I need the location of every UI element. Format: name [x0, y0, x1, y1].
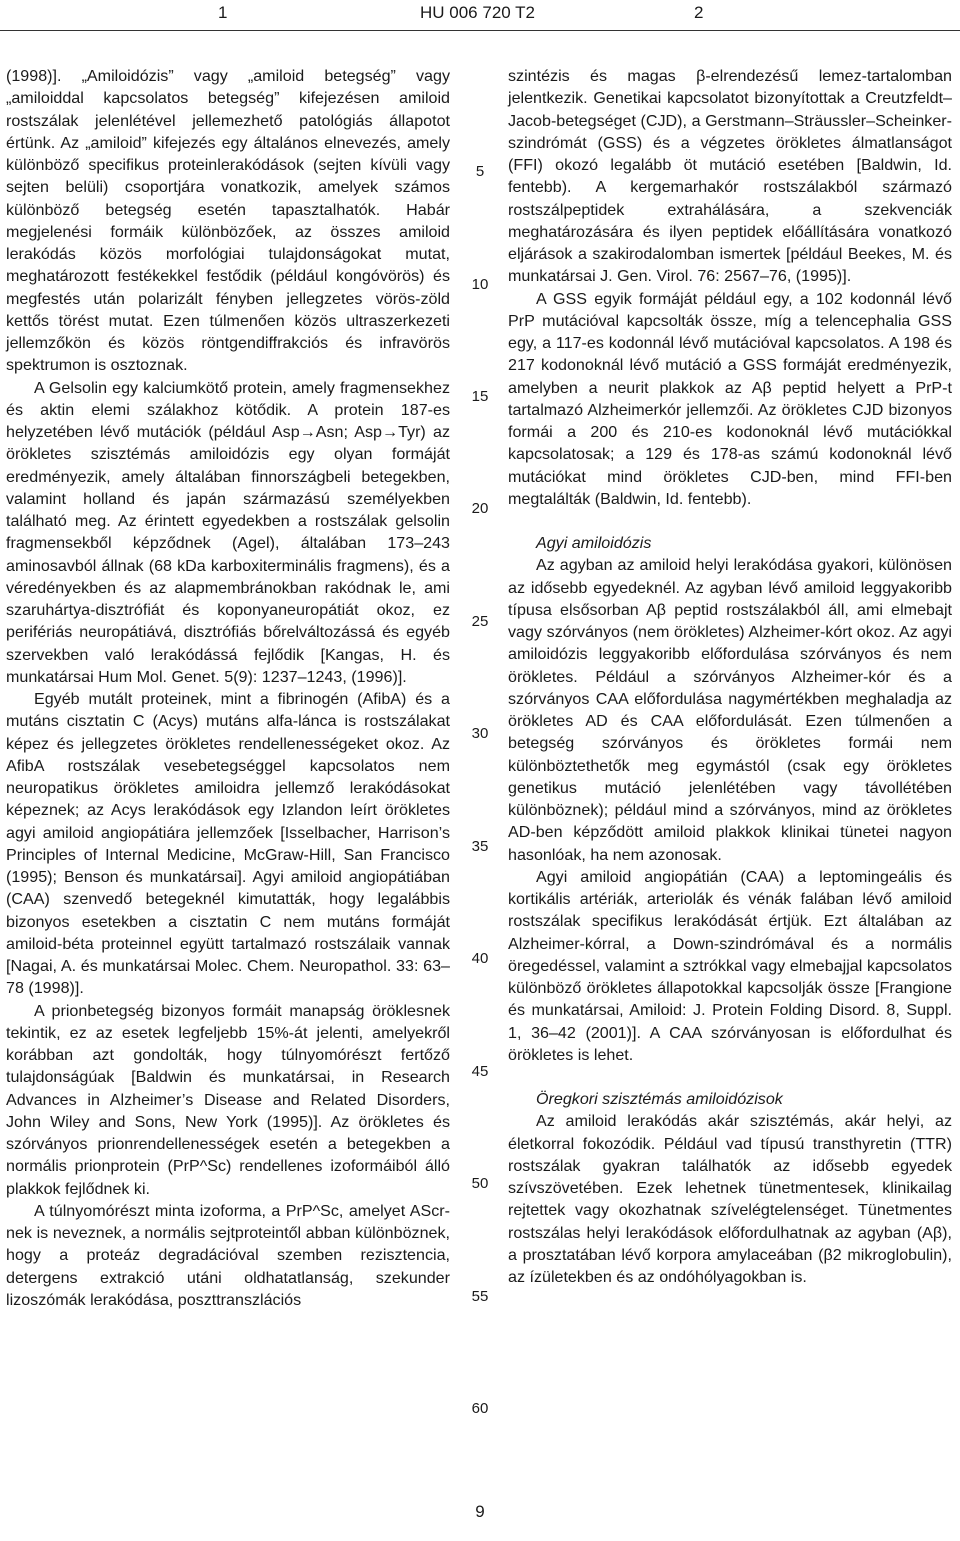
right-paragraph-1: szintézis és magas β-elrendezésű lemez-tartalomban jelentkezik. Genetikai kapcsolatot bizonyítottak a Creutzfeldt–Jacob-betegséget (CJD), a Gerstmann–Sträussler–Scheinker-szindrómát (GSS) és a végzetes örökletes álmatlanságot (FFI) okozó legalább öt mutáció esetében [Baldwin, Id. fentebb). A kergemarhakór rostszálakból származó rostszálpeptidek extrahálására, a szekvenciák meghatározására és ilyen peptidek előállítására vonatkozó eljárások a szakirodalomban ismertek [például Beekes, M. és munkatársai J. Gen. Virol. 76: 2567–76, (1995)]. — [508, 67, 952, 286]
line-number: 5 — [475, 163, 485, 180]
line-number: 20 — [471, 500, 489, 517]
right-paragraph-2: A GSS egyik formáját például egy, a 102 kodonnál lévő PrP mutációval kapcsolták össze, míg a telencephalia GSS egy, a 117-es kodonnál lévő mutációval kapcsolatos. A 198 és 217 kodonoknál lévő mutáció a GSS formáját eredményezik, amelyben a neurit plakkok az Aβ peptid helyett a PrP-t tartalmazó Alzheimerkór jellemzői. Az örökletes CJD bizonyos formái a 200 és 210-es kodonoknál lévő mutációkkal kapcsolatosak; a 129 és 178-as számú kodonoknál lévő mutációkat mind örökletes CJD-ben, mind FFI-ben megtalálták (Baldwin, Id. fentebb). — [508, 289, 952, 508]
line-number: 15 — [471, 388, 489, 405]
page-number: 9 — [475, 1502, 485, 1521]
right-column — [508, 65, 952, 1288]
header-left-number: 1 — [218, 3, 228, 22]
line-number: 55 — [471, 1288, 489, 1305]
patent-number: HU 006 720 T2 — [420, 3, 535, 22]
left-paragraph-2: A Gelsolin egy kalciumkötő protein, amely fragmensekhez és aktin elemi szálakhoz kötődik. A protein 187-es helyzetében lévő mutációk (például Asp→Asn; Asp→Tyr) az örökletes szisztémás amiloidózis egy olyan formáját eredményezik, amely általában finnországbeli betegekben, valamint holland és japán származású személyekben található meg. Az érintett egyedekben a rostszálak gelsolin fragmensekből képződnek (Agel), általában 173–243 aminosavból állnak (68 kDa karboxiterminális fragmens), és a véredényekben és az alapmembránokban rakódnak le, ami szaruhártya-disztrófiát és koponyaneuropátiát okoz, ez perifériás neuropátiává, disztrófiás bőrelváltozássá és egyéb szervekben való lerakódássá fejlődik [Kangas, H. és munkatársai Hum Mol. Genet. 5(9): 1237–1243, (1996)]. — [6, 378, 450, 686]
line-number: 40 — [471, 950, 489, 967]
line-number: 10 — [471, 276, 489, 293]
agyi-paragraph-1: Az agyban az amiloid helyi lerakódása gyakori, különösen az idősebb egyedeknél. Az agyban lévő amiloid leggyakoribb típusa elsősorban Aβ peptid rostszálakból áll, ami elmebajt vagy szórványos (nem örökletes) Alzheimer-kórt okoz. Az agyi amiloidózis leggyakoribb előfordulása szórványos és nem örökletes. Például a szórványos Alzheimer-kór és a szórványos CAA előfordulása nagymértékben meghaladja az örökletes AD és CAA előfordulását. Ezen túlmenően a betegség szórványos és örökletes formái nem különböztethetők meg egymástól (csak egy örökletes genetikus mutáció jelenlétében vagy távollétében különböznek); például mind a szórványos, mind az örökletes AD-ben képződött amiloid plakkok klinikai tünetei nagyon hasonlóak, ha nem azonosak. — [508, 556, 952, 864]
left-column — [6, 65, 450, 1311]
header-rule — [0, 30, 960, 31]
agyi-paragraph-2: Agyi amiloid angiopátián (CAA) a leptomingeális és kortikális artériák, arteriolák és vénák falában lévő amiloid rostszálak specifikus lerakódását értjük. Ezt általában az Alzheimer-kórral, a Down-szindrómával és a normális öregedéssel, valamint a sztrókkal vagy elmebajjal kapcsolatos különböző örökletes állapotokkal kapcsolják össze [Frangione és munkatársai, Amiloid: J. Protein Folding Disord. 8, Suppl. 1, 36–42 (2001)]. A CAA szórványosan is előfordulhat és örökletes is lehet. — [508, 867, 952, 1064]
page-header — [0, 0, 960, 30]
header-right-number: 2 — [694, 3, 704, 22]
left-paragraph-4: A prionbetegség bizonyos formáit manapság öröklesnek tekintik, ez az esetek legfeljebb 15%-át jelenti, amelyekről korábban azt gondolták, hogy túlnyomórészt fertőző tulajdonságúak [Baldwin és munkatársai, in Research Advances in Alzheimer’s Disease and Related Disorders, John Wiley and Sons, New York (1995)]. Az örökletes és szórványos prionrendellenességek esetén a betegekben a normális prionprotein (PrP^Sc) rendellenes izoformáiból álló plakkok fejlődnek ki. — [6, 1001, 450, 1198]
line-number: 35 — [471, 838, 489, 855]
line-number: 30 — [471, 725, 489, 742]
left-paragraph-1: (1998)]. „Amiloidózis” vagy „amiloid betegség” vagy „amiloiddal kapcsolatos betegség” kifejezésen amiloid rostszálak jelenlétével jellemezhető patológiás állapotot értünk. Az „amiloid” kifejezés egy általános elnevezés, amely különböző specifikus proteinlerakódások (sejten kívüli vagy sejten belüli) csoportjára vonatkozik, amelyek számos különböző betegség esetén tapasztalhatók. Habár megjelenési formáik különbözőek, az összes amiloid lerakódás közös morfológiai tulajdonságokat mutat, meghatározott festékekkel festődik (például kongóvörös) és megfestés után polarizált fényben jellegzetes vörös-zöld kettős törést mutat. Ezen túlmenően közös ultraszerkezeti jellemzőkön és közös röntgendiffrakciós és infravörös spektrumon is osztoznak. — [6, 67, 450, 375]
line-number: 25 — [471, 613, 489, 630]
left-paragraph-3: Egyéb mutált proteinek, mint a fibrinogén (AfibA) és a mutáns cisztatin C (Acys) mutáns alfa-lánca is rostszálakat képez és jellegzetes örökletes rendellenességeket okoz. Az AfibA rostszálak vesebetegséggel kapcsolatos nem neuropatikus örökletes amiloidra jellemző lerakódásokat képeznek; az Acys lerakódások egy Izlandon leírt örökletes agyi amiloid angiopátiára jellemzőek [Isselbacher, Harrison’s Principles of Internal Medicine, McGraw-Hill, San Francisco (1995); Benson és munkatársai]. Agyi amiloid angiopátiában (CAA) szenvedő betegeknél kimutatták, hogy legalábbis bizonyos esetekben a cisztatin C nem mutáns formáját amiloid-béta proteinnel együtt tartalmazó rostszálaik vannak [Nagai, A. és munkatársai Molec. Chem. Neuropathol. 33: 63–78 (1998)]. — [6, 690, 450, 998]
heading-oregkori: Öregkori szisztémás amiloidózisok — [536, 1090, 783, 1108]
left-paragraph-5: A túlnyomórészt minta izoforma, a PrP^Sc, amelyet AScr-nek is neveznek, a normális sejtproteintől abban különböznek, hogy a proteáz degradációval szemben rezisztencia, detergens extrakció utáni oldhatatlanság, szekunder lizoszómák lerakódása, poszttranszlációs — [6, 1201, 450, 1309]
line-number: 45 — [471, 1063, 489, 1080]
oregkori-paragraph-1: Az amiloid lerakódás akár szisztémás, akár helyi, az életkorral fokozódik. Például vad típusú transthyretin (TTR) rostszálak gyakran találhatók az idősebb egyedek szívszövetében. Ezek lehetnek tünetmentesek, klinikailag rejtettek vagy okozhatnak szívelégtelenséget. Tünetmentes rostszálas helyi lerakódások előfordulhatnak az agyban (Aβ), a prosztatában lévő korpora amylaceában (β2 mikroglobulin), az ízületekben és az ondóhólyagokban is. — [508, 1112, 952, 1286]
heading-agyi-amiloidozis: Agyi amiloidózis — [536, 534, 652, 552]
line-number: 60 — [471, 1400, 489, 1417]
line-number: 50 — [471, 1175, 489, 1192]
